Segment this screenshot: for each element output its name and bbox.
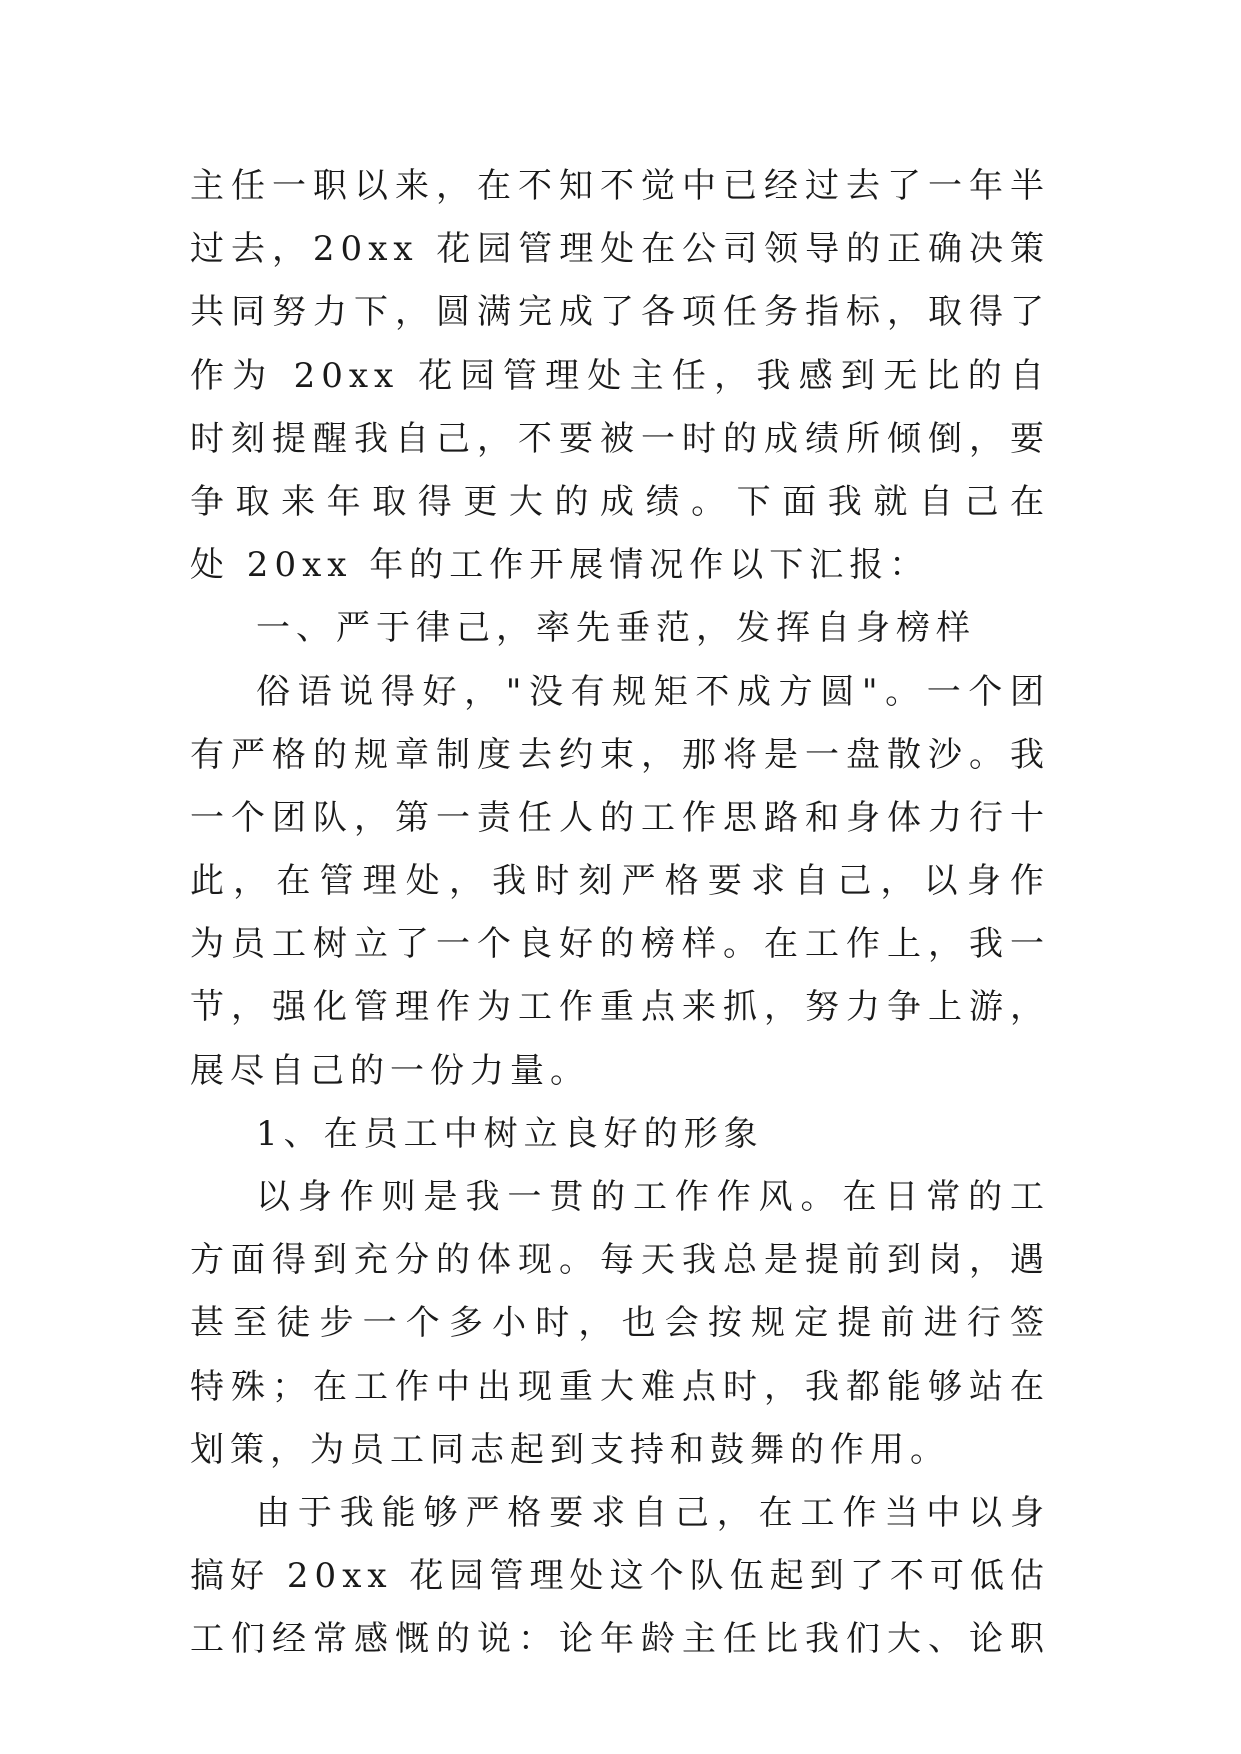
document-body	[190, 155, 1050, 1672]
body-text-line: 时刻提醒我自己，不要被一时的成绩所倾倒，要	[190, 418, 1050, 459]
body-text-line: 甚至徒步一个多小时，也会按规定提前进行签	[190, 1303, 1050, 1344]
body-text-line: 搞好 20xx 花园管理处这个队伍起到了不可低估	[190, 1556, 1050, 1597]
body-text-line: 俗语说得好，"没有规矩不成方圆"。一个团	[256, 671, 1050, 712]
body-text-line: 主任一职以来，在不知不觉中已经过去了一年半	[190, 166, 1050, 206]
subsection-heading: 1、在员工中树立良好的形象	[256, 1113, 764, 1154]
body-text-line: 方面得到充分的体现。每天我总是提前到岗，遇	[190, 1240, 1050, 1281]
body-text-line: 作为 20xx 花园管理处主任，我感到无比的自	[190, 355, 1050, 396]
body-text-line: 节，强化管理作为工作重点来抓，努力争上游，	[190, 987, 1050, 1028]
body-text-line: 共同努力下，圆满完成了各项任务指标，取得了	[190, 292, 1050, 333]
body-text-line: 特殊；在工作中出现重大难点时，我都能够站在	[190, 1366, 1050, 1407]
body-text-line: 工们经常感慨的说：论年龄主任比我们大、论职	[190, 1619, 1050, 1660]
body-text-line: 一个团队，第一责任人的工作思路和身体力行十	[190, 797, 1050, 838]
body-text-line: 有严格的规章制度去约束，那将是一盘散沙。我	[190, 734, 1050, 775]
body-text-line: 划策，为员工同志起到支持和鼓舞的作用。	[190, 1429, 950, 1470]
body-text-line: 此，在管理处，我时刻严格要求自己，以身作	[190, 861, 1050, 902]
body-text-line: 以身作则是我一贯的工作作风。在日常的工	[256, 1177, 1050, 1217]
body-text-line: 处 20xx 年的工作开展情况作以下汇报：	[190, 545, 930, 586]
body-text-line: 为员工树立了一个良好的榜样。在工作上，我一	[190, 924, 1050, 965]
body-text-line: 过去，20xx 花园管理处在公司领导的正确决策	[190, 229, 1050, 270]
body-text-line: 由于我能够严格要求自己，在工作当中以身	[256, 1492, 1050, 1533]
body-text-line: 展尽自己的一份力量。	[190, 1050, 590, 1091]
section-heading: 一、严于律己，率先垂范，发挥自身榜样	[256, 608, 976, 649]
body-text-line: 争取来年取得更大的成绩。下面我就自己在	[190, 481, 1050, 522]
